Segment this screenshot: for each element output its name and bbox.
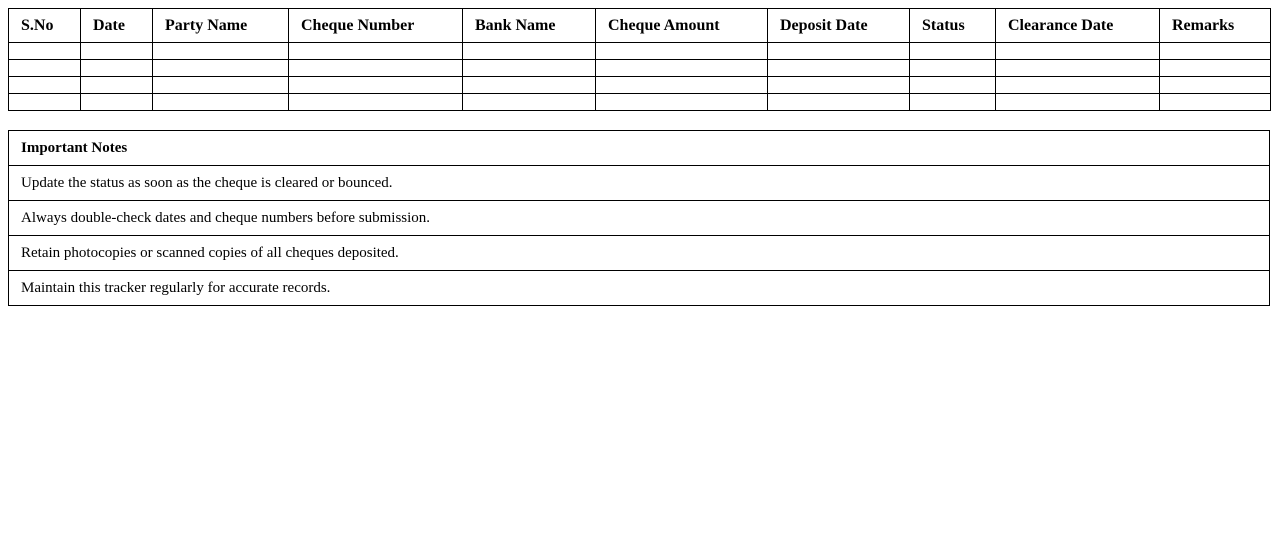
table-cell[interactable]	[463, 77, 596, 94]
table-cell[interactable]	[996, 94, 1160, 111]
table-cell[interactable]	[9, 94, 81, 111]
table-cell[interactable]	[768, 60, 910, 77]
table-cell[interactable]	[910, 77, 996, 94]
table-cell[interactable]	[910, 60, 996, 77]
table-cell[interactable]	[289, 77, 463, 94]
column-header-date: Date	[81, 9, 153, 43]
table-cell[interactable]	[463, 43, 596, 60]
table-cell[interactable]	[289, 94, 463, 111]
column-header-sno: S.No	[9, 9, 81, 43]
column-header-cheque-amount: Cheque Amount	[596, 9, 768, 43]
note-row	[9, 271, 1270, 306]
table-cell[interactable]	[153, 77, 289, 94]
table-cell[interactable]	[1160, 94, 1271, 111]
table-cell[interactable]	[81, 94, 153, 111]
cheque-tracker-table	[8, 8, 1271, 111]
table-cell[interactable]	[463, 60, 596, 77]
table-cell[interactable]	[9, 43, 81, 60]
table-cell[interactable]	[1160, 60, 1271, 77]
table-row	[9, 94, 1271, 111]
note-item: Maintain this tracker regularly for accurate records.	[9, 271, 1270, 306]
table-cell[interactable]	[81, 77, 153, 94]
note-row	[9, 236, 1270, 271]
note-row	[9, 166, 1270, 201]
table-cell[interactable]	[596, 94, 768, 111]
table-cell[interactable]	[996, 77, 1160, 94]
table-cell[interactable]	[910, 94, 996, 111]
note-item: Retain photocopies or scanned copies of all cheques deposited.	[9, 236, 1270, 271]
note-row	[9, 201, 1270, 236]
table-cell[interactable]	[81, 60, 153, 77]
table-cell[interactable]	[289, 43, 463, 60]
table-cell[interactable]	[9, 77, 81, 94]
table-cell[interactable]	[153, 60, 289, 77]
table-cell[interactable]	[596, 43, 768, 60]
table-cell[interactable]	[9, 60, 81, 77]
table-cell[interactable]	[768, 77, 910, 94]
table-row	[9, 60, 1271, 77]
column-header-status: Status	[910, 9, 996, 43]
table-cell[interactable]	[1160, 43, 1271, 60]
table-header-row	[9, 9, 1271, 43]
important-notes-table	[8, 130, 1270, 306]
notes-heading-row	[9, 131, 1270, 166]
column-header-remarks: Remarks	[1160, 9, 1271, 43]
column-header-bank-name: Bank Name	[463, 9, 596, 43]
column-header-deposit-date: Deposit Date	[768, 9, 910, 43]
table-cell[interactable]	[153, 43, 289, 60]
table-cell[interactable]	[768, 43, 910, 60]
column-header-party-name: Party Name	[153, 9, 289, 43]
column-header-cheque-number: Cheque Number	[289, 9, 463, 43]
table-cell[interactable]	[996, 60, 1160, 77]
table-cell[interactable]	[910, 43, 996, 60]
table-cell[interactable]	[289, 60, 463, 77]
table-cell[interactable]	[153, 94, 289, 111]
table-row	[9, 43, 1271, 60]
table-cell[interactable]	[1160, 77, 1271, 94]
notes-heading: Important Notes	[9, 131, 1270, 166]
table-cell[interactable]	[768, 94, 910, 111]
table-row	[9, 77, 1271, 94]
column-header-clearance-date: Clearance Date	[996, 9, 1160, 43]
table-cell[interactable]	[596, 60, 768, 77]
table-cell[interactable]	[596, 77, 768, 94]
note-item: Always double-check dates and cheque numbers before submission.	[9, 201, 1270, 236]
table-cell[interactable]	[81, 43, 153, 60]
note-item: Update the status as soon as the cheque is cleared or bounced.	[9, 166, 1270, 201]
table-cell[interactable]	[996, 43, 1160, 60]
table-cell[interactable]	[463, 94, 596, 111]
